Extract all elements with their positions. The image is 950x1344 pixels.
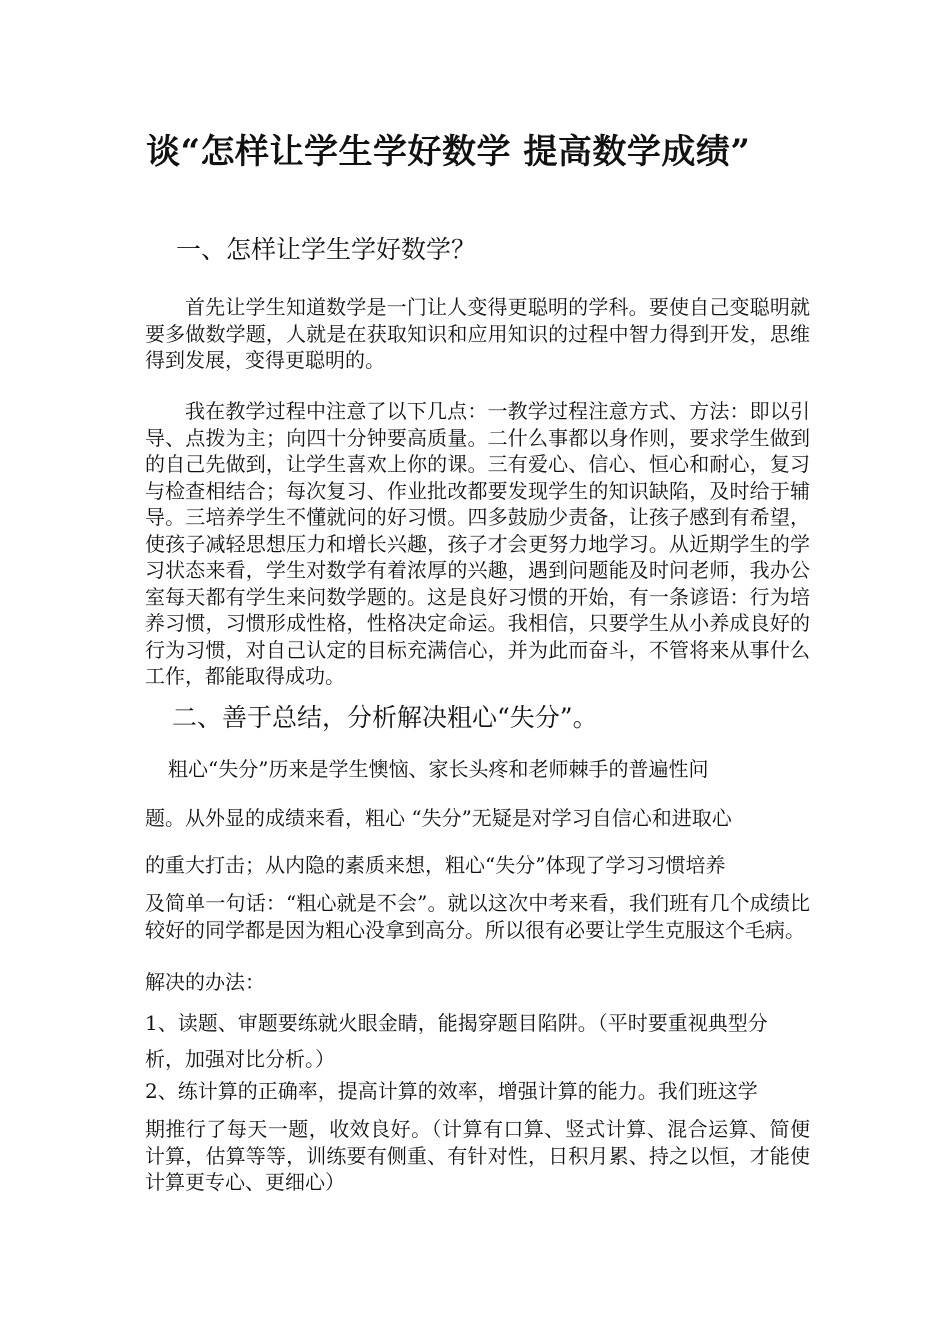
section1-paragraph-2: 我在教学过程中注意了以下几点：一教学过程注意方式、方法：即以引导、点拨为主；向四十分钟要高质量。二什么事都以身作则，要求学生做到的自己先做到，让学生喜欢上你的课。三有爱心、信心、恒心和耐心，复习与检查相结合；每次复习、作业批改都要发现学生的知识缺陷，及时给于辅导。三培养学生不懂就问的好习惯。四多鼓励少责备，让孩子感到有希望，使孩子减轻思想压力和增长兴趣，孩子才会更努力地学习。从近期学生的学习状态来看，学生对数学有着浓厚的兴趣，遇到问题能及时问老师，我办公室每天都有学生来问数学题的。这是良好习惯的开始，有一条谚语：行为培养习惯，习惯形成性格，性格决定命运。我相信，只要学生从小养成良好的行为习惯，对自己认定的目标充满信心，并为此而奋斗，不管将来从事什么工作，都能取得成功。 bbox=[145, 399, 810, 688]
solution-item-2-line-1: 2、练计算的正确率，提高计算的效率，增强计算的能力。我们班这学 bbox=[145, 1079, 758, 1103]
solution-item-1-line-1: 1、读题、审题要练就火眼金睛，能揭穿题目陷阱。（平时要重视典型分 bbox=[145, 1011, 768, 1035]
section1-paragraph-1: 首先让学生知道数学是一门让人变得更聪明的学科。要使自己变聪明就要多做数学题，人就是在获取知识和应用知识的过程中智力得到开发，思维得到发展，变得更聪明的。 bbox=[145, 295, 810, 372]
section2-line-1: 粗心“失分”历来是学生懊恼、家长头疼和老师棘手的普遍性问 bbox=[168, 757, 709, 781]
section1-heading: 一、怎样让学生学好数学？ bbox=[176, 235, 477, 264]
solution-item-1-line-2: 析，加强对比分析。） bbox=[145, 1047, 335, 1071]
section2-heading: 二、善于总结，分析解决粗心“失分”。 bbox=[172, 703, 598, 732]
document-title: 谈“怎样让学生学好数学 提高数学成绩” bbox=[146, 132, 751, 172]
solutions-label: 解决的办法： bbox=[145, 970, 265, 994]
section2-line-2: 题。从外显的成绩来看，粗心 “失分”无疑是对学习自信心和进取心 bbox=[145, 806, 732, 830]
solution-item-2-block: 期推行了每天一题，收效良好。（计算有口算、竖式计算、混合运算、简便计算，估算等等，训练要有侧重、有针对性，日积月累、持之以恒，才能使计算更专心、更细心） bbox=[145, 1117, 810, 1194]
section2-line-3: 的重大打击；从内隐的素质来想，粗心“失分”体现了学习习惯培养 bbox=[145, 853, 726, 877]
section2-block-1: 及简单一句话：“粗心就是不会”。就以这次中考来看，我们班有几个成绩比较好的同学都是因为粗心没拿到高分。所以很有必要让学生克服这个毛病。 bbox=[145, 891, 810, 942]
